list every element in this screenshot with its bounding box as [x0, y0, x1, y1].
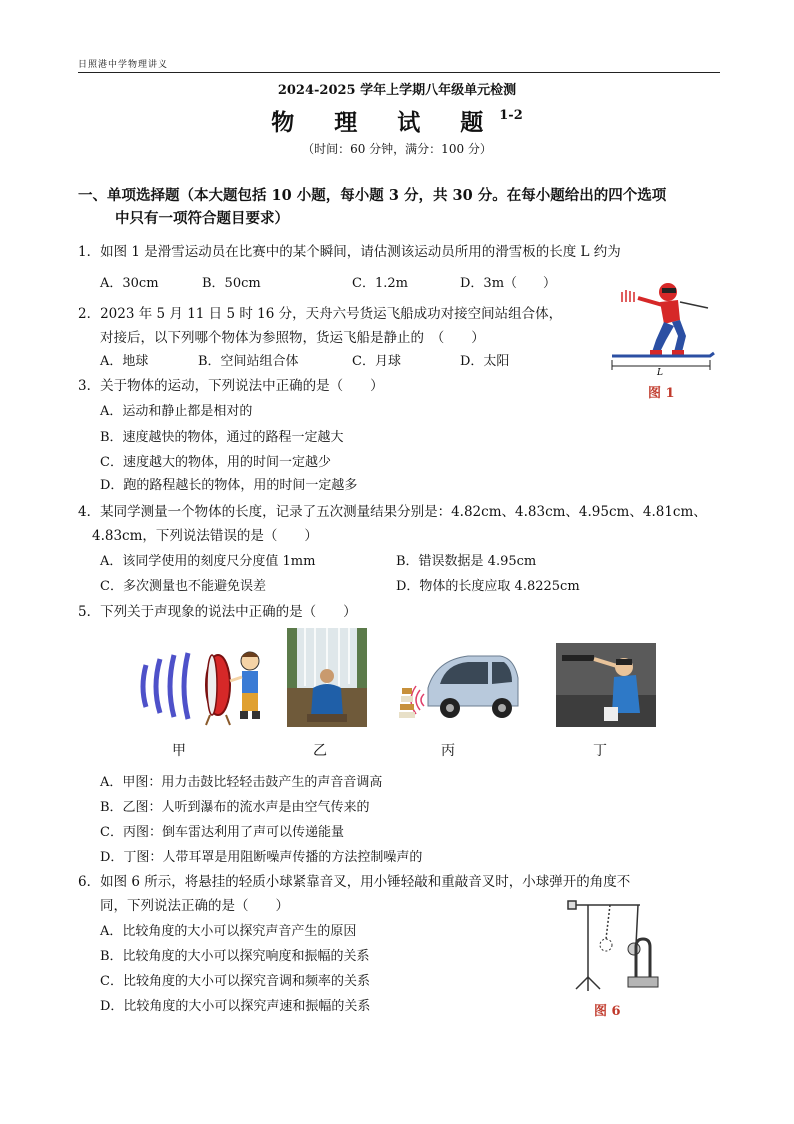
q5-option-c: C．丙图：倒车雷达利用了声可以传递能量: [100, 825, 344, 840]
q2-option-a: A．地球: [100, 354, 149, 369]
q4-stem-1: 4．某同学测量一个物体的长度，记录了五次测量结果分别是：4.82cm、4.83cm、4.95cm、4.81cm、: [78, 504, 707, 520]
q6-option-a: A．比较角度的大小可以探究声音产生的原因: [100, 924, 357, 939]
q5-option-b: B．乙图：人听到瀑布的流水声是由空气传来的: [100, 800, 370, 815]
q1-option-d: D．3m（ ）: [460, 276, 557, 291]
q6-stem-1: 6．如图 6 所示，将悬挂的轻质小球紧靠音叉，用小锤轻敲和重敲音叉时，小球弹开的角度不: [78, 874, 631, 890]
q4-option-a: A．该同学使用的刻度尺分度值 1mm: [100, 554, 316, 569]
caption-ding: 丁: [593, 743, 607, 759]
drum-image: [138, 645, 266, 727]
car-image: [398, 648, 522, 728]
title-sup: 1-2: [499, 108, 523, 124]
caption-yi: 乙: [313, 743, 327, 759]
q2-option-d: D．太阳: [460, 354, 510, 369]
tuning-fork-figure: [566, 895, 666, 995]
skier-figure: [608, 280, 718, 375]
q6-option-c: C．比较角度的大小可以探究音调和频率的关系: [100, 974, 370, 989]
q4-option-d: D．物体的长度应取 4.8225cm: [396, 579, 580, 594]
q4-option-c: C．多次测量也不能避免误差: [100, 579, 266, 594]
q5-option-d: D．丁图：人带耳罩是用阻断噪声传播的方法控制噪声的: [100, 850, 423, 865]
q6-stem-2: 同，下列说法正确的是（ ）: [100, 898, 289, 914]
fig6-caption: 图 6: [594, 1004, 621, 1019]
header-divider: [78, 72, 720, 73]
exam-subtitle: 2024-2025 学年上学期八年级单元检测: [277, 83, 517, 98]
q3-option-a: A．运动和静止都是相对的: [100, 404, 253, 419]
q4-option-b: B．错误数据是 4.95cm: [396, 554, 537, 569]
q1-stem: 1．如图 1 是滑雪运动员在比赛中的某个瞬间，请估测该运动员所用的滑雪板的长度 L 约为: [78, 244, 621, 260]
shooter-image: [556, 643, 656, 727]
q6-option-b: B．比较角度的大小可以探究响度和振幅的关系: [100, 949, 370, 964]
q2-option-c: C．月球: [352, 354, 401, 369]
section-line-2: 中只有一项符合题目要求）: [115, 210, 289, 227]
q3-stem: 3．关于物体的运动，下列说法中正确的是（ ）: [78, 378, 384, 394]
caption-jia: 甲: [172, 743, 186, 759]
time-note: （时间：60 分钟，满分：100 分）: [302, 142, 492, 156]
q2-option-b: B．空间站组合体: [198, 354, 299, 369]
page-title: [0, 104, 794, 137]
q3-option-c: C．速度越大的物体，用的时间一定越少: [100, 455, 331, 470]
school-label: 日照港中学物理讲义: [78, 60, 169, 70]
length-label: L: [657, 368, 663, 375]
waterfall-image: [287, 628, 367, 727]
caption-bing: 丙: [441, 743, 455, 759]
q6-option-d: D．比较角度的大小可以探究声速和振幅的关系: [100, 999, 371, 1014]
q2-stem-2: 对接后，以下列哪个物体为参照物，货运飞船是静止的 （ ）: [100, 330, 485, 346]
section-heading: [78, 184, 728, 230]
title-text: 物 理 试 题: [271, 109, 500, 136]
q3-option-d: D．跑的路程越长的物体，用的时间一定越多: [100, 478, 358, 493]
q4-stem-2: 4.83cm，下列说法错误的是（ ）: [92, 528, 318, 544]
q5-stem: 5．下列关于声现象的说法中正确的是（ ）: [78, 604, 357, 620]
fig1-caption: 图 1: [648, 386, 675, 401]
q1-option-b: B．50cm: [202, 276, 261, 291]
section-line-1: 一、单项选择题（本大题包括 10 小题，每小题 3 分，共 30 分。在每小题给出的四个选项: [78, 187, 667, 204]
q1-option-a: A．30cm: [100, 276, 159, 291]
q2-stem-1: 2．2023 年 5 月 11 日 5 时 16 分，天舟六号货运飞船成功对接空间站组合体，: [78, 306, 563, 322]
q3-option-b: B．速度越快的物体，通过的路程一定越大: [100, 430, 344, 445]
q1-option-c: C．1.2m: [352, 276, 408, 291]
q5-option-a: A．甲图：用力击鼓比轻轻击鼓产生的声音音调高: [100, 775, 383, 790]
